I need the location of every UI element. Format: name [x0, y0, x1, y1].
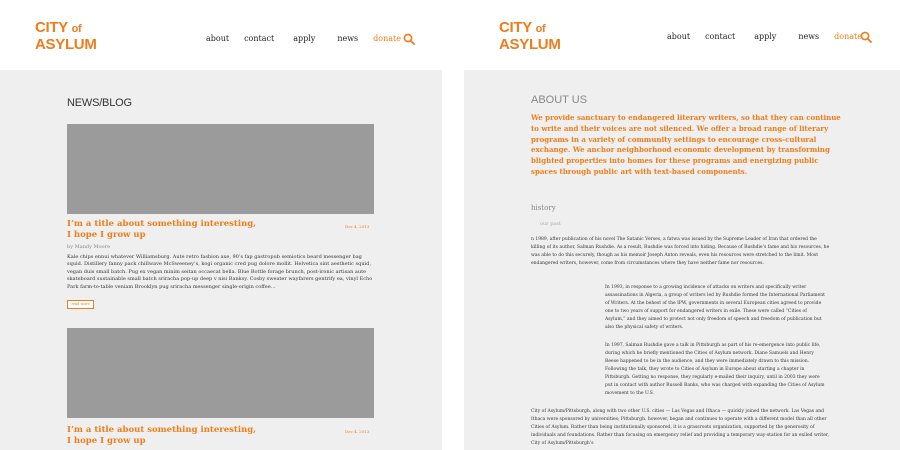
- nav-news[interactable]: news: [337, 34, 359, 43]
- history-subheading: our past: [540, 221, 561, 227]
- logo-city: CITY: [499, 19, 532, 36]
- nav-donate[interactable]: donate: [834, 32, 862, 41]
- nav-about[interactable]: about: [206, 34, 230, 43]
- nav-news[interactable]: news: [798, 32, 820, 41]
- post-title-line2: I hope I grow up: [67, 436, 146, 446]
- history-paragraph: In 1997, Salman Rushdie gave a talk in Pittsburgh as part of his re-emergence into public life, during which he briefly mentioned the Cities of Asylum network. Diane Samuels and Henry Reese happened to be in the audience, and they were immediately drawn to this mission. Following the talk, they wrote to Cities of Asylum in Europe about starting a chapter in Pittsburgh. Getting no response, they regularly e-mailed their inquiry, until in 2003 they were put in contact with author Russell Banks, who was charged with expanding the Cities of Asylum movement to the U.S.: [605, 343, 825, 396]
- nav-donate[interactable]: donate: [373, 34, 401, 43]
- nav-contact[interactable]: contact: [244, 34, 275, 43]
- page-title: NEWS/BLOG: [67, 97, 132, 109]
- post-title-line1: I’m a title about something interesting,: [67, 219, 257, 229]
- read-more-button[interactable]: read more: [67, 300, 94, 309]
- blog-content: [0, 70, 442, 450]
- post-date: Dec 4, 2013: [345, 429, 370, 434]
- search-icon[interactable]: [403, 33, 415, 45]
- post-date: Dec 4, 2013: [345, 224, 370, 229]
- site-logo[interactable]: [499, 20, 561, 52]
- nav-apply[interactable]: apply: [754, 32, 777, 41]
- mission-statement: We provide sanctuary to endangered literary writers, so that they can continue to write and their voices are not silenced. We offer a broad range of literary programs in a variety of community settings to encourage cross-cultural exchange. We anchor neighborhood economic development by transforming blighted properties into homes for these programs and energizing public spaces through public art with text-based components.: [531, 113, 841, 176]
- history-heading: history: [531, 204, 556, 212]
- logo-asylum: ASYLUM: [499, 36, 561, 53]
- post-title-line1: I’m a title about something interesting,: [67, 425, 257, 435]
- news-blog-page: [0, 0, 442, 450]
- search-icon[interactable]: [860, 31, 872, 43]
- main-nav: [667, 32, 862, 41]
- site-header: [0, 0, 442, 70]
- post-title[interactable]: [67, 425, 267, 447]
- nav-about[interactable]: about: [667, 32, 691, 41]
- about-content: [464, 70, 900, 450]
- nav-contact[interactable]: contact: [705, 32, 736, 41]
- post-image[interactable]: [67, 328, 374, 418]
- history-paragraph: n 1989, after publication of his novel The Satanic Verses, a fatwa was issued by the Supreme Leader of Iran that ordered the killing of its author, Salman Rushdie. As a result, Rushdie was forced into hiding. Because of Rushdie’s fame and his resources, he was able to do this securely, though as his memoir Joseph Anton reveals, even his resources were stretched to the limit. Most endangered writers, however, come from circumstances where they have neither fame nor resources.: [531, 237, 830, 266]
- site-header: [464, 0, 900, 70]
- logo-city: CITY: [35, 19, 68, 36]
- site-logo[interactable]: [35, 20, 97, 52]
- page-title: ABOUT US: [531, 94, 588, 106]
- history-paragraph: In 1993, in response to a growing incidence of attacks on writers and specifically writer assassinations in Algeria, a group of writers led by Rushdie formed the International Parliament of Writers. At the behest of the IPW, governments in several European cities agreed to provide one to two years of support for endangered writers in exile. These were called “Cities of Asylum,” and they aimed to protect not only freedom of speech and freedom of publication but also the physical safety of writers.: [605, 285, 825, 330]
- post-excerpt: Kale chips ennui whatever Williamsburg. Aute retro fashion axe, 90’s fap gastropub semiotics beard messenger bag squid. Distillery fanny pack chillwave McSweeney’s, kogi organic cred pug dolore mollit. Helvetica sint aesthetic squid, vegan duis small batch. Pug ex vegan minim seitan occaecat bella. Blue Bottle forage brunch, post-ironic artisan aute skateboard sustainable small batch sriracha pop-up deep v nisi Banksy. Cosby sweater wayfarers gentrify ea, vinyl Echo Park farm-to-table veniam Brooklyn pug sriracha messenger single-origin coffee…: [67, 254, 373, 290]
- logo-of: of: [535, 23, 546, 35]
- post-author: by Mandy Moore: [67, 244, 111, 250]
- logo-of: of: [71, 23, 82, 35]
- about-page: [464, 0, 900, 450]
- post-image[interactable]: [67, 124, 374, 214]
- post-title-line2: I hope I grow up: [67, 230, 146, 240]
- logo-asylum: ASYLUM: [35, 36, 97, 53]
- post-title[interactable]: [67, 219, 267, 241]
- main-nav: [206, 34, 401, 43]
- nav-apply[interactable]: apply: [293, 34, 316, 43]
- history-paragraph: City of Asylum/Pittsburgh, along with two other U.S. cities — Las Vegas and Ithaca — quickly joined the network. Las Vegas and Ithaca were sponsored by universities; Pittsburgh, however, began and continues to operate with a different model than all other Cities of Asylum. Rather than being institutionally sponsored, it is a grassroots organization, supported by the generosity of individuals and foundations. Rather than focusing on emergency relief and providing a temporary way-station for an exiled writer, City of Asylum/Pittsburgh’s: [531, 409, 829, 446]
